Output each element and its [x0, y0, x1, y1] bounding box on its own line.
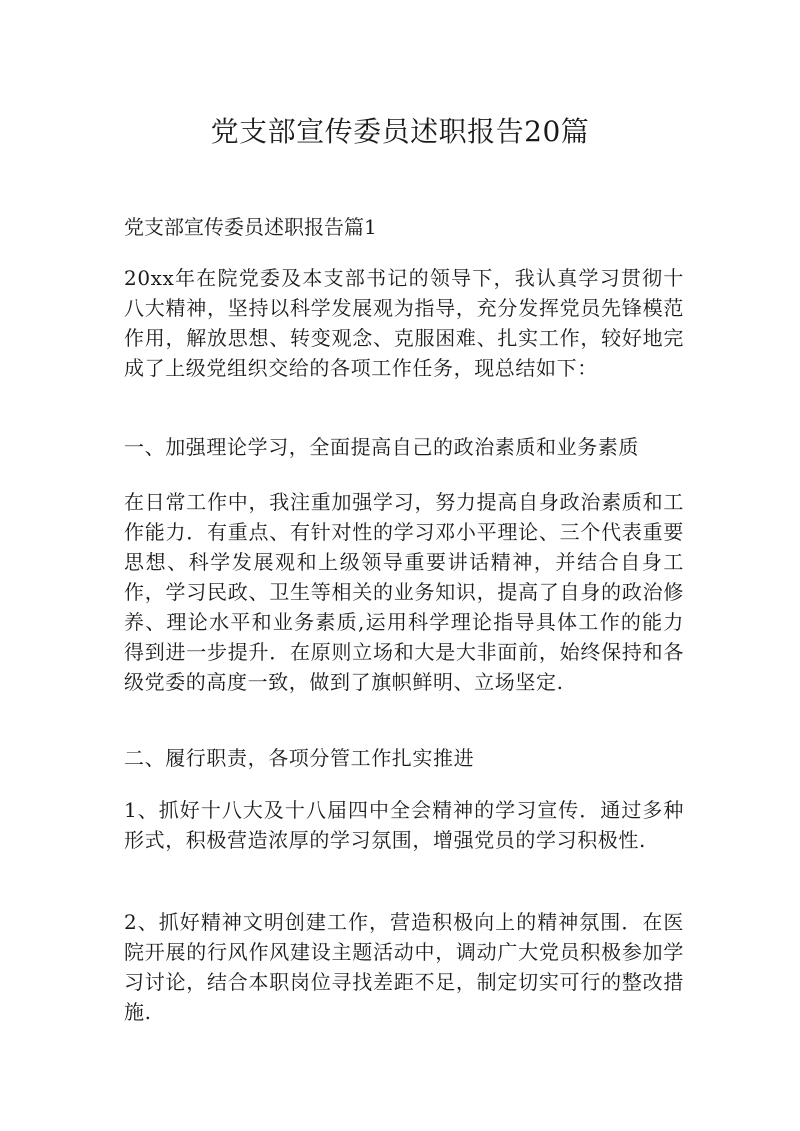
document-title: 党支部宣传委员述职报告20篇 — [210, 115, 590, 148]
section-heading-2: 二、履行职责，各项分管工作扎实推进 — [124, 746, 475, 770]
section-heading-1: 一、加强理论学习，全面提高自己的政治素质和业务素质 — [124, 435, 639, 459]
item-paragraph-2: 2、抓好精神文明创建工作，营造积极向上的精神氛围．在医院开展的行风作风建设主题活动中，调动广大党员积极参加学习讨论，结合本职岗位寻找差距不足，制定切实可行的整改措施. — [124, 910, 684, 1024]
intro-paragraph: 20xx年在院党委及本支部书记的领导下，我认真学习贯彻十八大精神，坚持以科学发展观为指导，充分发挥党员先锋模范作用，解放思想、转变观念、克服困难、扎实工作，较好地完成了上级党组织交给的各项工作任务，现总结如下： — [124, 266, 684, 380]
section-subtitle: 党支部宣传委员述职报告篇1 — [124, 215, 377, 239]
theory-study-paragraph: 在日常工作中，我注重加强学习，努力提高自身政治素质和工作能力．有重点、有针对性的学习邓小平理论、三个代表重要思想、科学发展观和上级领导重要讲话精神，并结合自身工作，学习民政、卫生等相关的业务知识，提高了自身的政治修养、理论水平和业务素质,运用科学理论指导具体工作的能力得到进一步提升．在原则立场和大是大非面前，始终保持和各级党委的高度一致，做到了旗帜鲜明、立场坚定. — [124, 490, 684, 694]
item-paragraph-1: 1、抓好十八大及十八届四中全会精神的学习宣传．通过多种形式，积极营造浓厚的学习氛围，增强党员的学习积极性. — [124, 798, 684, 852]
